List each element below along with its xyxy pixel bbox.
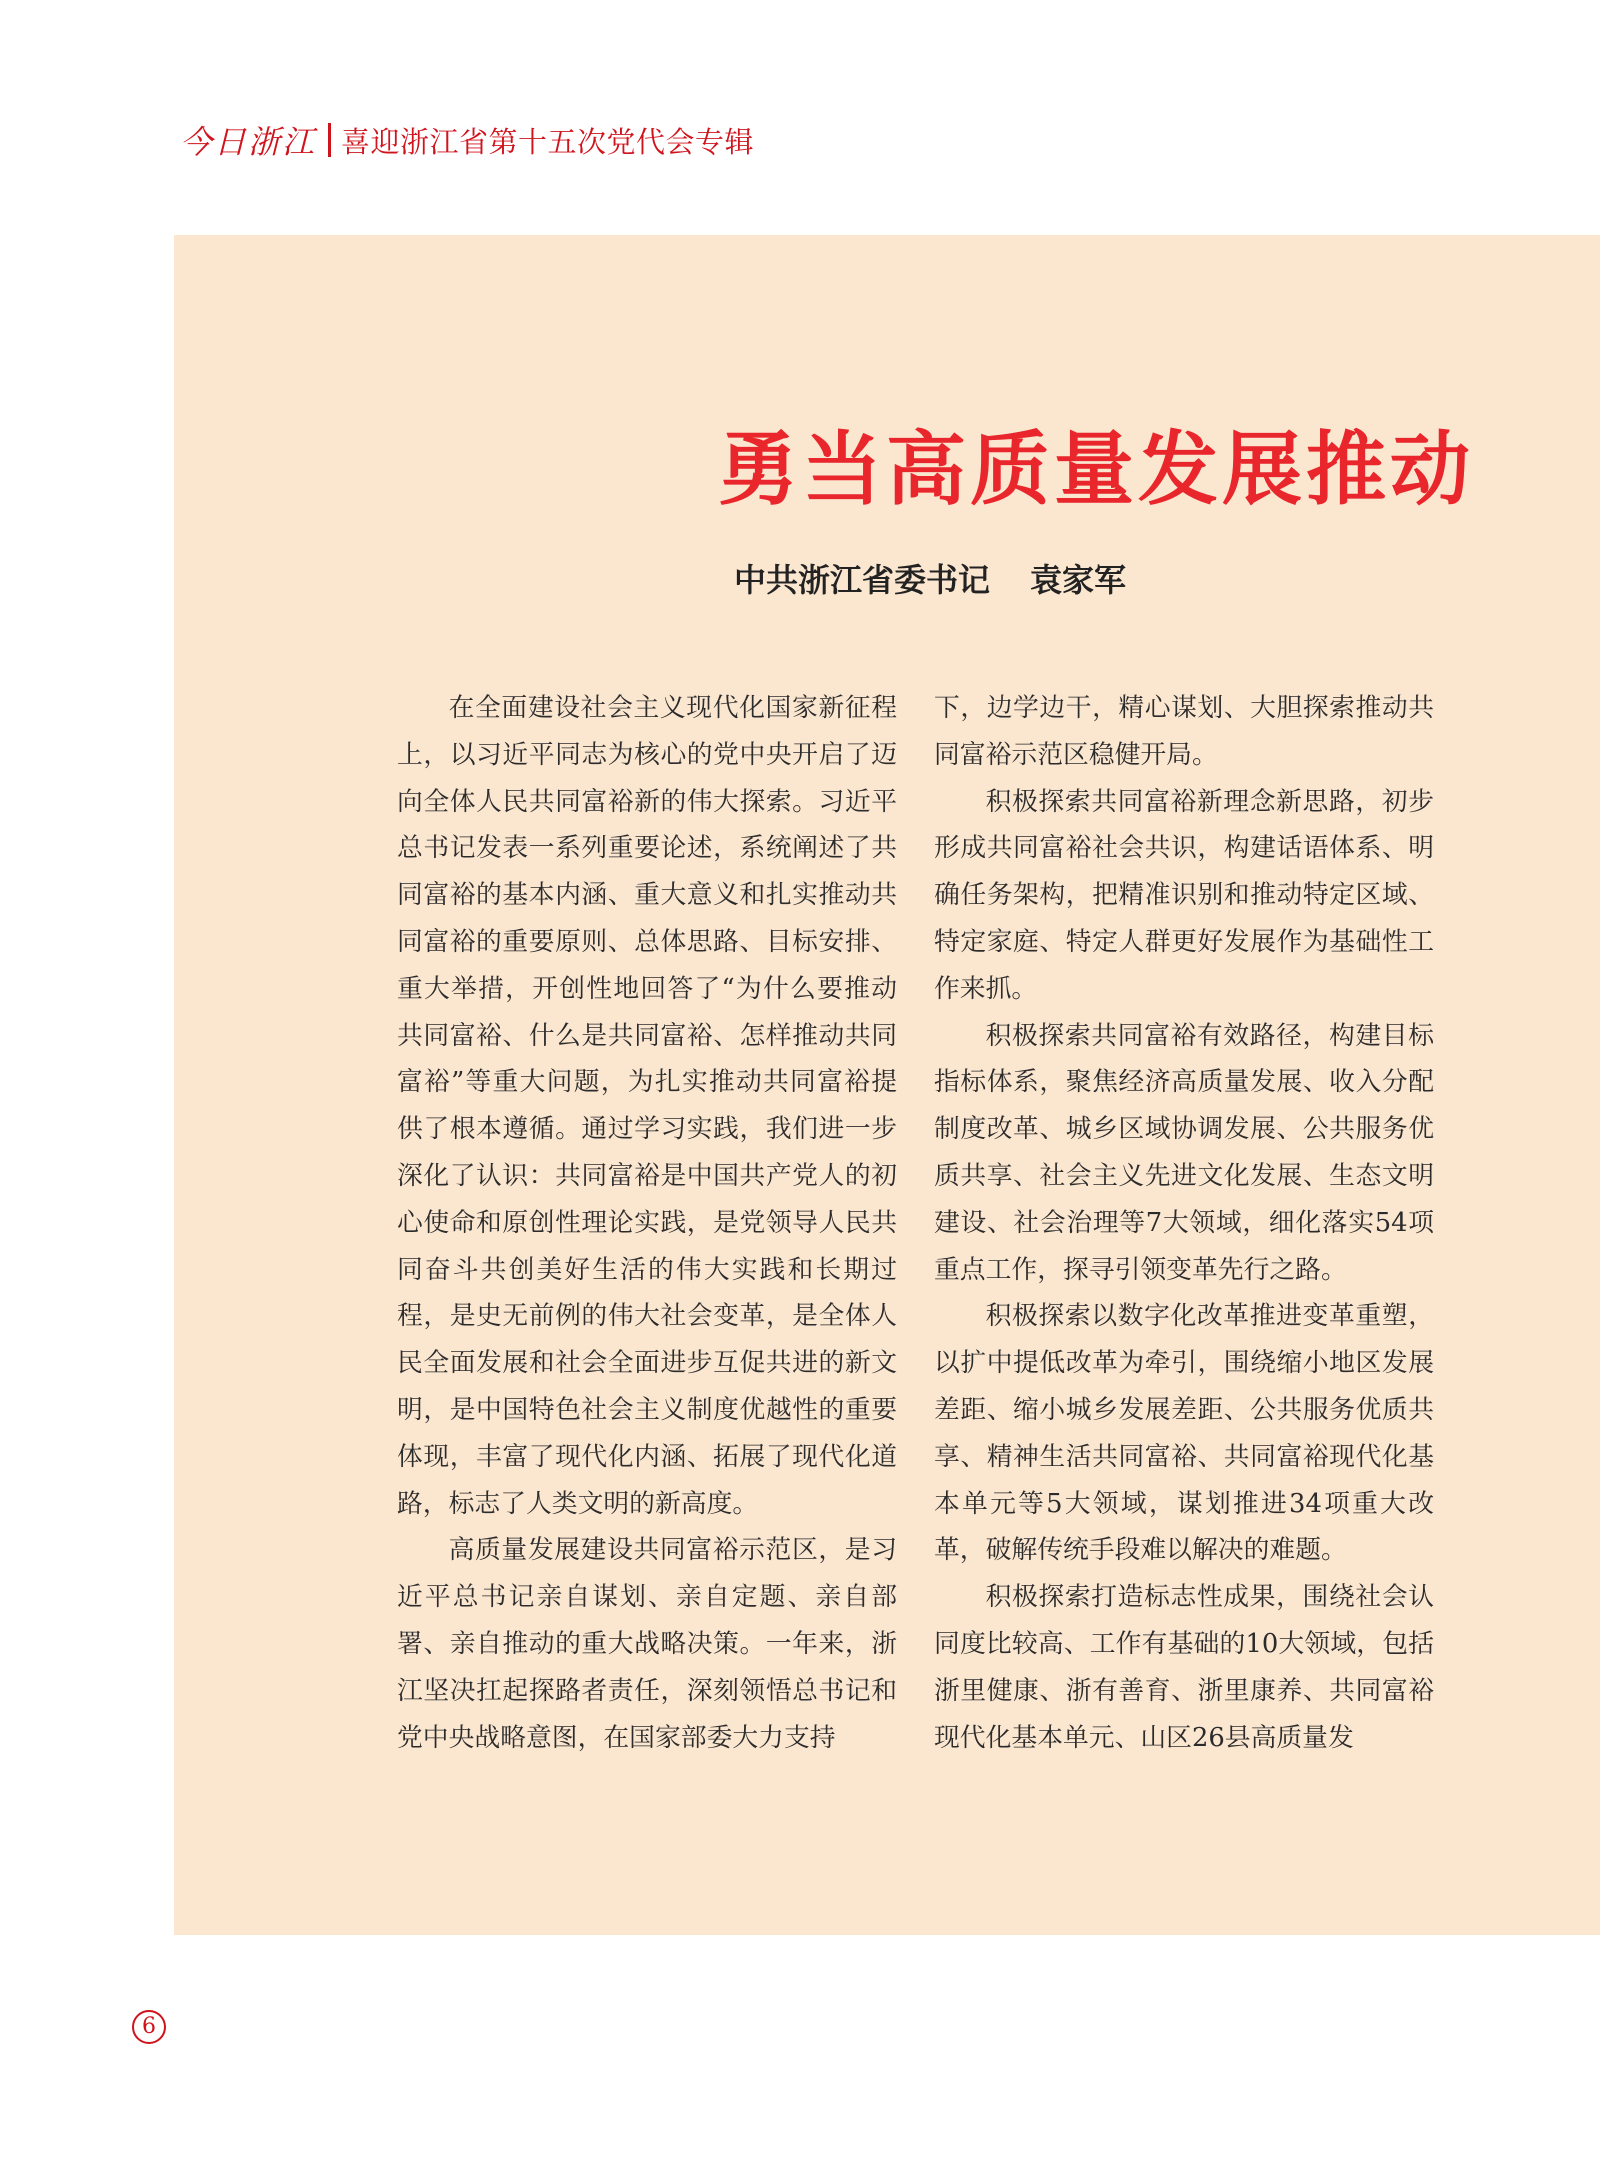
paragraph: 积极探索共同富裕有效路径，构建目标指标体系，聚焦经济高质量发展、收入分配制度改革、城乡区域协调发展、公共服务优质共享、社会主义先进文化发展、生态文明建设、社会治理等7大领域，细化落实54项重点工作，探寻引领变革先行之路。 [934,1020,1434,1285]
article-title: 勇当高质量发展推动 [718,423,1474,516]
paragraph: 积极探索打造标志性成果，围绕社会认同度比较高、工作有基础的10大领域，包括浙里健康、浙有善育、浙里康养、共同富裕现代化基本单元、山区26县高质量发 [934,1582,1434,1753]
paragraph: 在全面建设社会主义现代化国家新征程上，以习近平同志为核心的党中央开启了迈向全体人民共同富裕新的伟大探索。习近平总书记发表一系列重要论述，系统阐述了共同富裕的基本内涵、重大意义和扎实推动共同富裕的重要原则、总体思路、目标安排、重大举措，开创性地回答了“为什么要推动共同富裕、什么是共同富裕、怎样推动共同富裕”等重大问题，为扎实推动共同富裕提供了根本遵循。通过学习实践，我们进一步深化了认识：共同富裕是中国共产党人的初心使命和原创性理论实践，是党领导人民共同奋斗共创美好生活的伟大实践和长期过程，是史无前例的伟大社会变革，是全体人民全面发展和社会全面进步互促共进的新文明，是中国特色社会主义制度优越性的重要体现，丰富了现代化内涵、拓展了现代化道路，标志了人类文明的新高度。 [397,693,897,1519]
paragraph-continuation: 下，边学边干，精心谋划、大胆探索推动共同富裕示范区稳健开局。 [934,693,1434,770]
paragraph: 高质量发展建设共同富裕示范区，是习近平总书记亲自谋划、亲自定题、亲自部署、亲自推动的重大战略决策。一年来，浙江坚决扛起探路者责任，深刻领悟总书记和党中央战略意图，在国家部委大力支持 [397,1535,897,1753]
article-column-right [934,685,1434,1761]
section-title: 喜迎浙江省第十五次党代会专辑 [341,124,755,159]
article-column-left [397,685,897,1761]
article-panel [174,235,1600,1935]
byline [734,555,1126,601]
masthead-logo: 今日浙江 [180,123,317,161]
byline-position: 中共浙江省委书记 [734,561,991,599]
page-number: 6 [132,2010,166,2044]
masthead [180,118,754,162]
masthead-divider [328,123,331,157]
paragraph: 积极探索共同富裕新理念新思路，初步形成共同富裕社会共识，构建话语体系、明确任务架构，把精准识别和推动特定区域、特定家庭、特定人群更好发展作为基础性工作来抓。 [934,786,1434,1004]
byline-author: 袁家军 [1030,561,1127,599]
paragraph: 积极探索以数字化改革推进变革重塑，以扩中提低改革为牵引，围绕缩小地区发展差距、缩小城乡发展差距、公共服务优质共享、精神生活共同富裕、共同富裕现代化基本单元等5大领域，谋划推进34项重大改革，破解传统手段难以解决的难题。 [934,1301,1434,1566]
